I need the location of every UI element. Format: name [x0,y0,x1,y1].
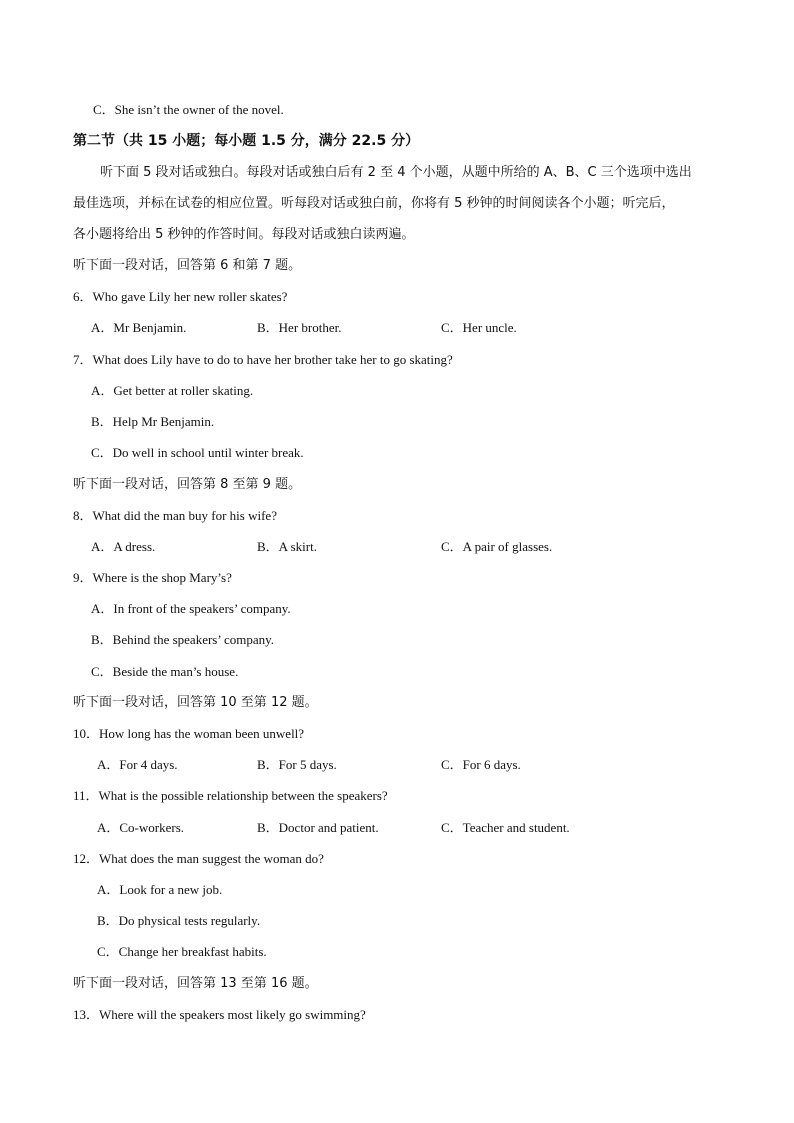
q11-option-b: B．Doctor and patient. [257,820,379,835]
q10-option-c: C．For 6 days. [441,757,521,772]
q12-option-a: A．Look for a new job. [97,882,223,897]
q6-option-a: A．Mr Benjamin. [91,320,187,335]
q8-stem: 8．What did the man buy for his wife? [73,508,277,523]
q10-stem: 10．How long has the woman been unwell? [73,726,305,741]
q7-stem: 7．What does Lily have to do to have her brother take her to go skating? [73,352,453,367]
q7-option-a: A．Get better at roller skating. [91,383,254,398]
group-instruction-10-12: 听下面一段对话，回答第 10 至第 12 题。 [73,695,318,710]
q13-stem: 13．Where will the speakers most likely go swimming? [73,1007,366,1022]
q8-option-c: C．A pair of glasses. [441,539,553,554]
group-instruction-8-9: 听下面一段对话，回答第 8 至第 9 题。 [73,477,302,492]
q11-option-a: A．Co-workers. [97,820,185,835]
q6-option-c: C．Her uncle. [441,320,517,335]
q10-option-a: A．For 4 days. [97,757,178,772]
group-instruction-6-7: 听下面一段对话，回答第 6 和第 7 题。 [73,258,302,273]
q10-option-b: B．For 5 days. [257,757,337,772]
instruction-line-2: 最佳选项，并标在试卷的相应位置。听每段对话或独白前，你将有 5 秒钟的时间阅读各个小题；听完后， [73,196,675,211]
group-instruction-13-16: 听下面一段对话，回答第 13 至第 16 题。 [73,976,318,991]
q8-option-b: B．A skirt. [257,539,317,554]
q8-option-a: A．A dress. [91,539,156,554]
q6-option-b: B．Her brother. [257,320,342,335]
section-heading: 第二节（共 15 小题；每小题 1.5 分，满分 22.5 分） [73,133,420,149]
instruction-line-1: 听下面 5 段对话或独白。每段对话或独白后有 2 至 4 个小题，从题中所给的 A、B、C 三个选项中选出 [100,165,692,180]
q12-stem: 12．What does the man suggest the woman do? [73,851,324,866]
q11-stem: 11．What is the possible relationship between the speakers? [73,788,388,803]
q7-option-c: C．Do well in school until winter break. [91,445,304,460]
q9-stem: 9．Where is the shop Mary’s? [73,570,232,585]
q12-option-b: B．Do physical tests regularly. [97,913,261,928]
q5-option-c: C．She isn’t the owner of the novel. [93,102,284,117]
q6-stem: 6．Who gave Lily her new roller skates? [73,289,288,304]
q9-option-b: B．Behind the speakers’ company. [91,632,275,647]
instruction-line-3: 各小题将给出 5 秒钟的作答时间。每段对话或独白读两遍。 [73,227,415,242]
q9-option-a: A．In front of the speakers’ company. [91,601,291,616]
q9-option-c: C．Beside the man’s house. [91,664,239,679]
q7-option-b: B．Help Mr Benjamin. [91,414,215,429]
q11-option-c: C．Teacher and student. [441,820,570,835]
q12-option-c: C．Change her breakfast habits. [97,944,267,959]
